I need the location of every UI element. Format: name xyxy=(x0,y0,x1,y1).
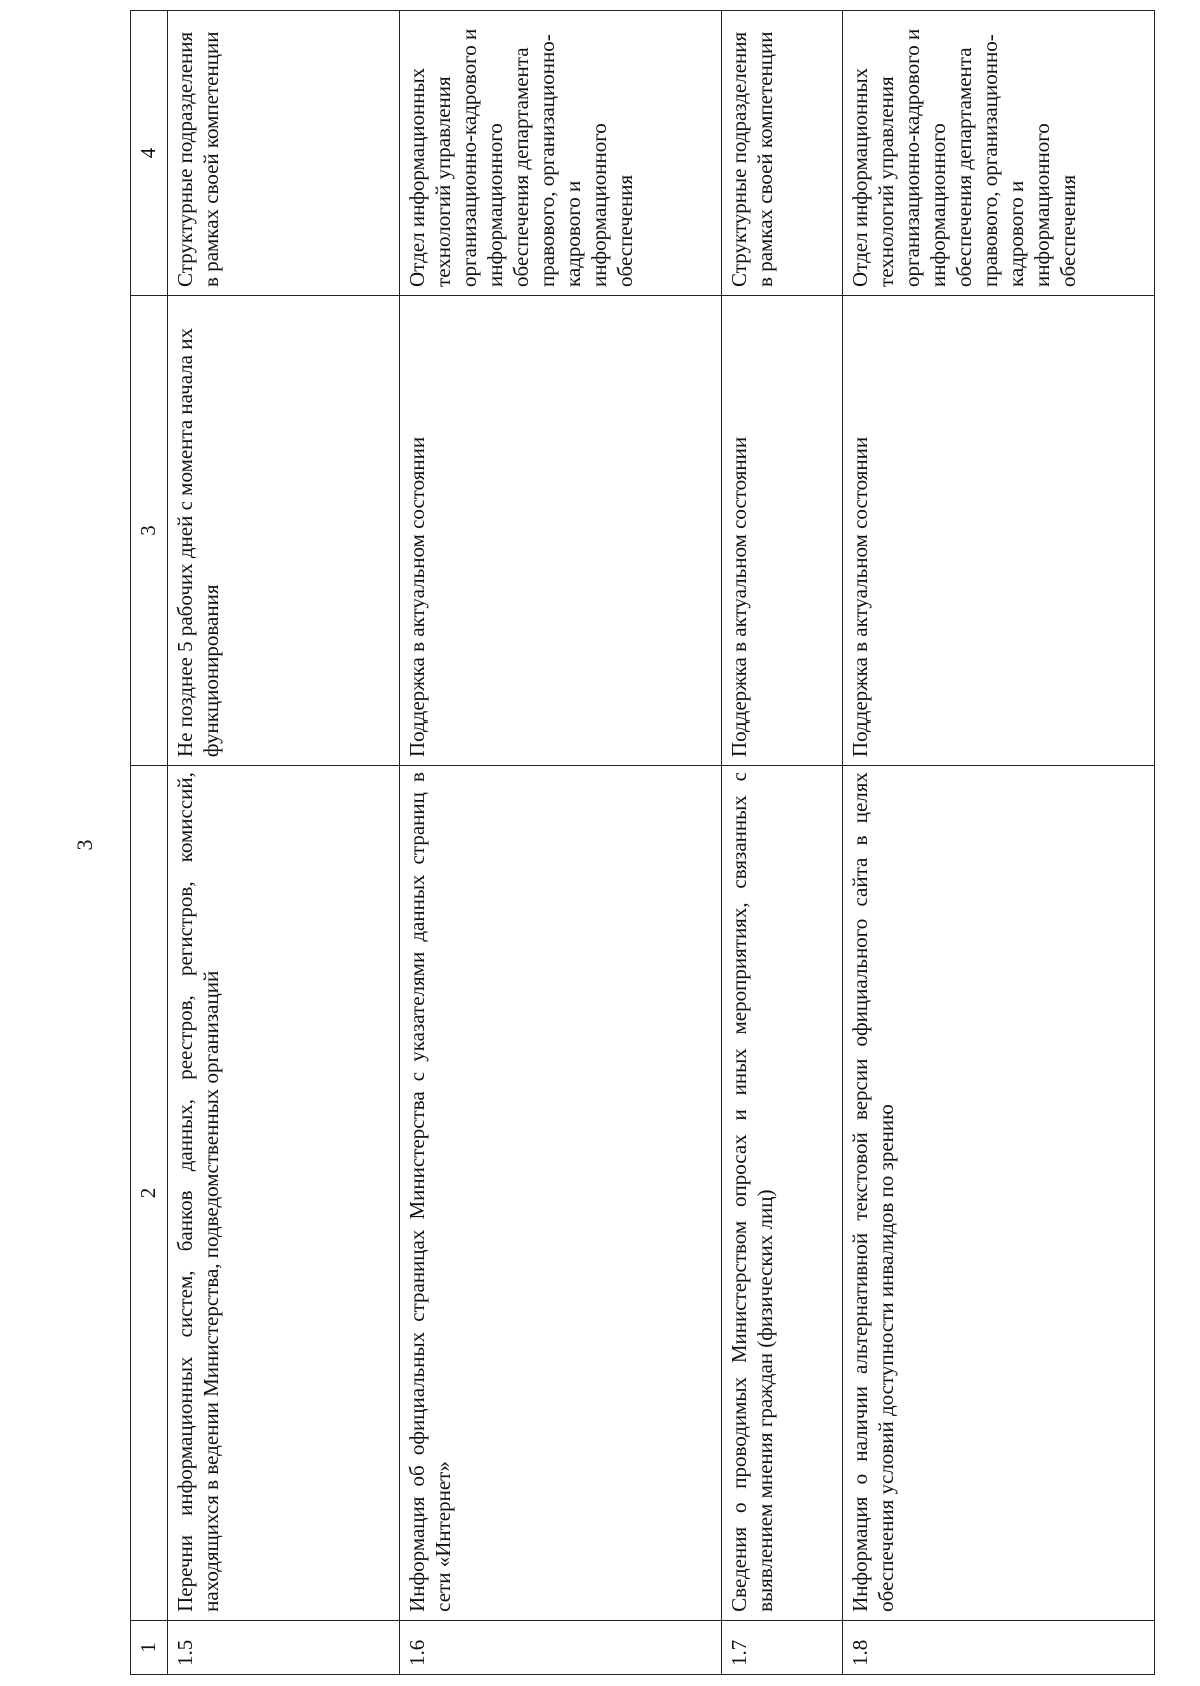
info-cell: Перечни информационных систем, банков данных, реестров, регистров, комиссий, находящихся в ведении Министерства, подведомственных организаций xyxy=(168,766,400,1621)
responsible-cell: Отдел информационных технологий управления организационно-кадрового и информационного обеспечения департамента правового, организационно-кадрового и информационного обеспечения xyxy=(399,11,721,296)
responsible-cell: Отдел информационных технологий управления организационно-кадрового и информационного обеспечения департамента правового, организационно-кадрового и информационного обеспечения xyxy=(842,11,1154,296)
header-cell-2: 2 xyxy=(131,766,168,1621)
table-row xyxy=(399,11,721,1675)
term-cell: Поддержка в актуальном состоянии xyxy=(842,295,1154,765)
term-cell: Не позднее 5 рабочих дней с момента начала их функционирования xyxy=(168,295,400,765)
table-row xyxy=(168,11,400,1675)
row-number-cell: 1.6 xyxy=(399,1620,721,1674)
term-cell: Поддержка в актуальном состоянии xyxy=(722,295,843,765)
table-row xyxy=(722,11,843,1675)
row-number-cell: 1.5 xyxy=(168,1620,400,1674)
table-header-row xyxy=(131,11,168,1675)
responsible-cell: Структурные подразделения в рамках своей компетенции xyxy=(168,11,400,296)
info-cell: Информация о наличии альтернативной текстовой версии официального сайта в целях обеспечения условий доступности инвалидов по зрению xyxy=(842,766,1154,1621)
table-row xyxy=(842,11,1154,1675)
header-cell-3: 3 xyxy=(131,295,168,765)
term-cell: Поддержка в актуальном состоянии xyxy=(399,295,721,765)
header-cell-1: 1 xyxy=(131,1620,168,1674)
responsible-cell: Структурные подразделения в рамках своей компетенции xyxy=(722,11,843,296)
info-cell: Сведения о проводимых Министерством опросах и иных мероприятиях, связанных с выявлением мнения граждан (физических лиц) xyxy=(722,766,843,1621)
info-cell: Информация об официальных страницах Министерства с указателями данных страниц в сети «Интернет» xyxy=(399,766,721,1621)
document-table xyxy=(130,10,1155,1675)
header-cell-4: 4 xyxy=(131,11,168,296)
rotated-table-wrapper xyxy=(130,10,1155,1675)
page-number: 3 xyxy=(72,839,97,851)
row-number-cell: 1.7 xyxy=(722,1620,843,1674)
row-number-cell: 1.8 xyxy=(842,1620,1154,1674)
